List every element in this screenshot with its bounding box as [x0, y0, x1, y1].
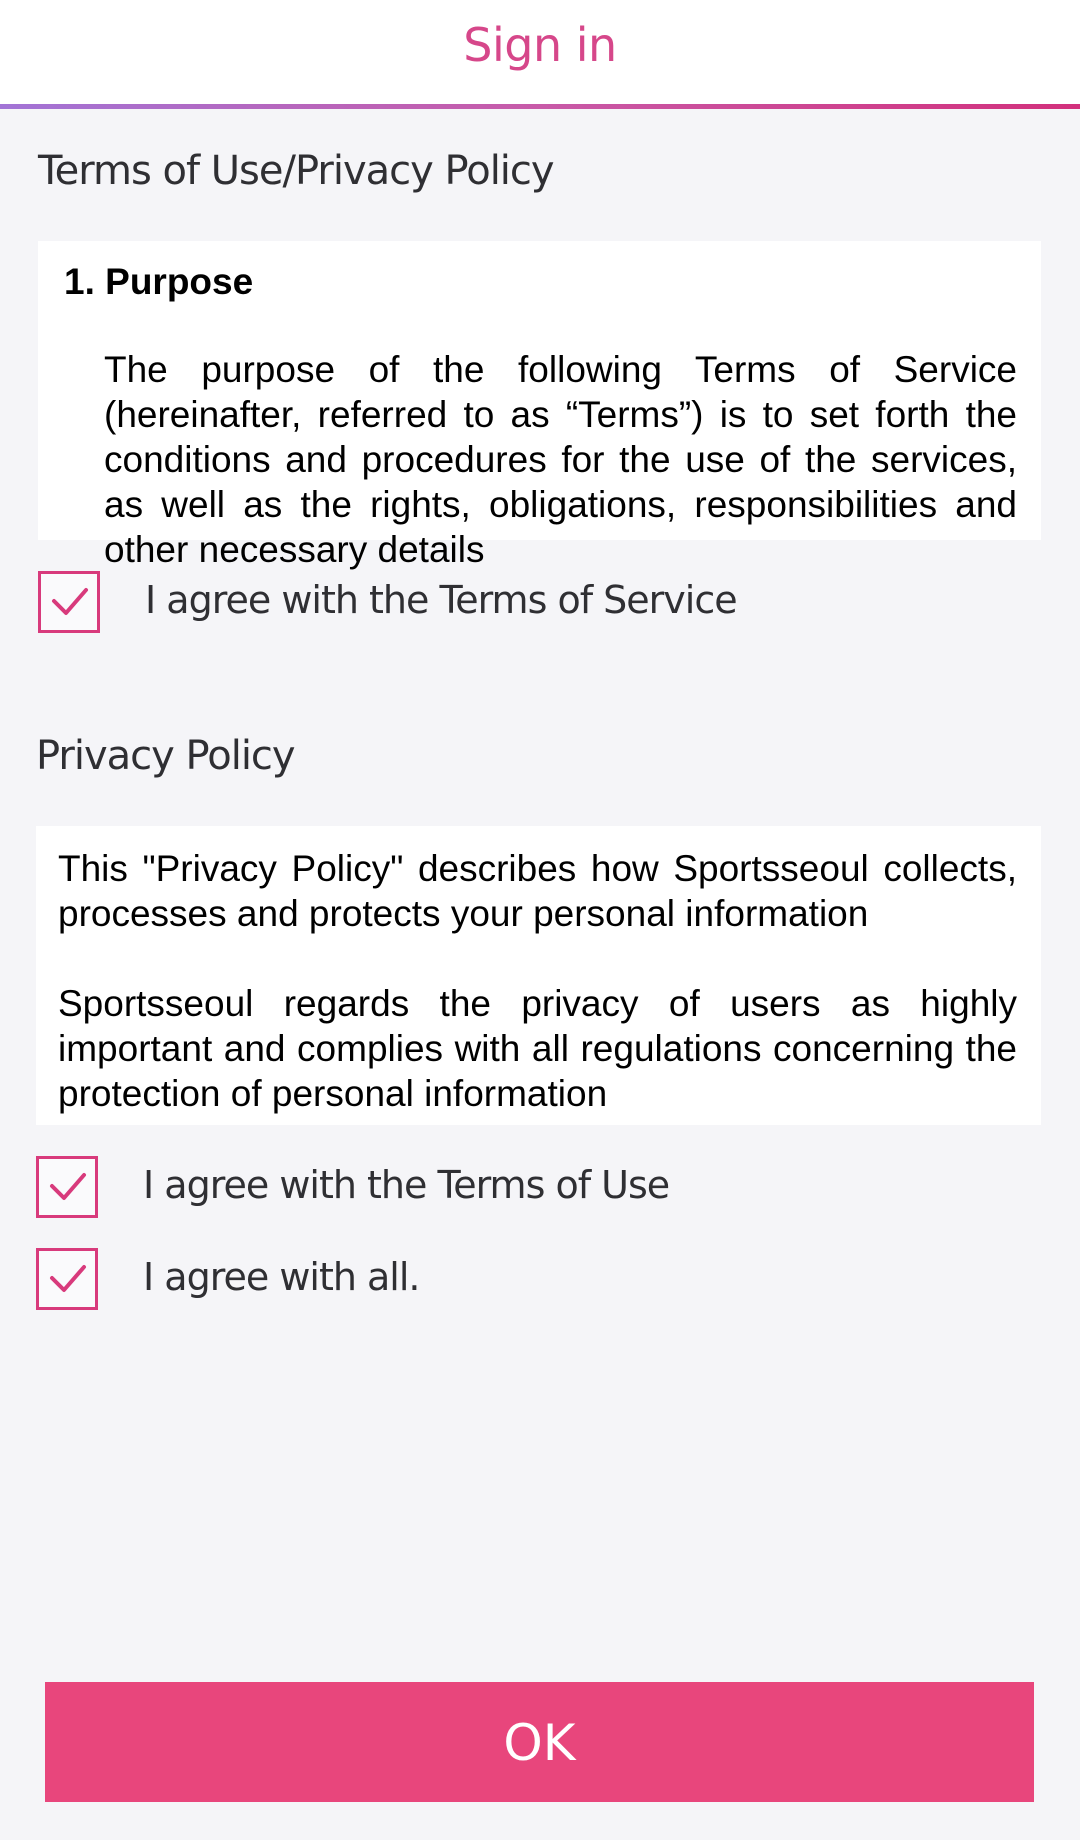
header-divider [0, 104, 1080, 109]
privacy-paragraph: Sportsseoul regards the privacy of users as highly important and complies with all regulations concerning the protection of personal information [58, 983, 1017, 1114]
agree-all-label[interactable]: I agree with all. [143, 1255, 420, 1299]
privacy-text-box[interactable] [36, 826, 1041, 1125]
terms-of-service-label[interactable]: I agree with the Terms of Service [145, 578, 737, 622]
terms-section-heading: Terms of Use/Privacy Policy [38, 148, 554, 194]
agree-all-checkbox[interactable] [36, 1248, 98, 1310]
ok-button[interactable]: OK [45, 1682, 1034, 1802]
terms-content-body: The purpose of the following Terms of Service (hereinafter, referred to as “Terms”) is to set forth the conditions and procedures for the use of the services, as well as the rights, obligations, responsibilities and other necessary details [104, 349, 1017, 570]
checkmark-icon [49, 1171, 87, 1203]
terms-of-use-label[interactable]: I agree with the Terms of Use [143, 1163, 670, 1207]
checkmark-icon [49, 1263, 87, 1295]
terms-of-service-checkbox[interactable] [38, 571, 100, 633]
privacy-content-body [58, 846, 1017, 1161]
checkmark-icon [51, 586, 89, 618]
page-title: Sign in [463, 18, 617, 72]
privacy-section-heading: Privacy Policy [36, 733, 295, 779]
top-app-bar [0, 0, 1080, 104]
terms-of-use-checkbox[interactable] [36, 1156, 98, 1218]
privacy-paragraph: This "Privacy Policy" describes how Sportsseoul collects, processes and protects your personal information [58, 848, 1017, 934]
terms-content-title: 1. Purpose [64, 261, 254, 302]
terms-text-box[interactable] [38, 241, 1041, 570]
